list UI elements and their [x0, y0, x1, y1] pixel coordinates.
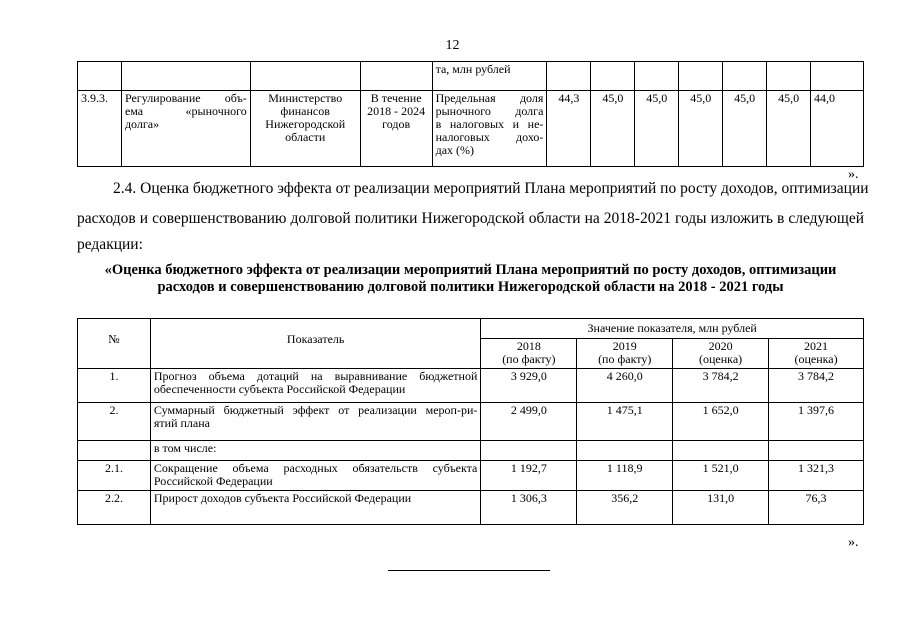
row-number: 2.	[78, 403, 151, 441]
closing-quote: ».	[848, 167, 859, 182]
separator-line	[388, 570, 550, 571]
value-cell: 1 397,6	[769, 403, 864, 441]
section-heading: «Оценка бюджетного эффекта от реализации мероприятий Плана мероприятий по росту доходов, оптимизации расходов и совершенствованию долговой политики Нижегородской области на 2018 - 2021 годы	[104, 262, 837, 295]
table-row	[78, 369, 864, 403]
value-cell: 45,0	[723, 91, 767, 167]
measures-table-fragment	[77, 61, 864, 167]
paragraph-line: 2.4. Оценка бюджетного эффекта от реализации мероприятий Плана мероприятий по росту доходов, оптимизации	[113, 180, 869, 197]
value-cell: 2 499,0	[481, 403, 577, 441]
table-row	[78, 91, 864, 167]
table-row	[78, 403, 864, 441]
value-cell: 3 784,2	[673, 369, 769, 403]
value-cell: 44,3	[547, 91, 591, 167]
row-number: 2.1.	[78, 461, 151, 491]
column-header-year: 2020 (оценка)	[673, 339, 769, 369]
indicator-cell: Предельная доля рыночного долга в налоговых и не- налоговых дохо- дах (%)	[432, 91, 547, 167]
measure-cell: Регулирование объ- ема «рыночного долга»	[121, 91, 250, 167]
value-cell: 1 475,1	[577, 403, 673, 441]
table-header-row	[78, 319, 864, 339]
value-cell: 45,0	[635, 91, 679, 167]
value-cell: 1 192,7	[481, 461, 577, 491]
value-cell: 1 521,0	[673, 461, 769, 491]
responsible-cell: Министерство финансов Нижегородской области	[250, 91, 360, 167]
column-header-value-group: Значение показателя, млн рублей	[481, 319, 864, 339]
value-cell	[481, 441, 577, 461]
row-number: 1.	[78, 369, 151, 403]
paragraph-line: расходов и совершенствованию долговой политики Нижегородской области на 2018-2021 годы изложить в следующей	[77, 210, 864, 227]
column-header-number: №	[78, 319, 151, 369]
value-cell	[769, 441, 864, 461]
value-cell: 45,0	[679, 91, 723, 167]
indicator-cell: Прогноз объема дотаций на выравнивание бюджетной обеспеченности субъекта Российской Федерации	[150, 369, 481, 403]
value-cell: 4 260,0	[577, 369, 673, 403]
indicator-cell: Сокращение объема расходных обязательств субъекта Российской Федерации	[150, 461, 481, 491]
table-row	[78, 62, 864, 91]
value-cell: 3 929,0	[481, 369, 577, 403]
column-header-year: 2021 (оценка)	[769, 339, 864, 369]
row-number: 3.9.3.	[78, 91, 122, 167]
indicator-cell: в том числе:	[150, 441, 481, 461]
indicator-cell: Прирост доходов субъекта Российской Федерации	[150, 491, 481, 525]
table-row	[78, 491, 864, 525]
column-header-year: 2018 (по факту)	[481, 339, 577, 369]
paragraph-line: редакции:	[77, 236, 143, 253]
value-cell	[673, 441, 769, 461]
value-cell: 1 652,0	[673, 403, 769, 441]
value-cell: 3 784,2	[769, 369, 864, 403]
indicator-cell: Суммарный бюджетный эффект от реализации мероп-ри- ятий плана	[150, 403, 481, 441]
term-cell: В течение 2018 - 2024 годов	[360, 91, 432, 167]
value-cell: 76,3	[769, 491, 864, 525]
closing-quote: ».	[848, 535, 859, 550]
table-row	[78, 441, 864, 461]
value-cell: 45,0	[591, 91, 635, 167]
value-cell: 45,0	[767, 91, 811, 167]
page-number: 12	[445, 38, 460, 53]
table-row	[78, 461, 864, 491]
value-cell: 1 118,9	[577, 461, 673, 491]
value-cell	[577, 441, 673, 461]
row-number: 2.2.	[78, 491, 151, 525]
column-header-indicator: Показатель	[150, 319, 481, 369]
column-header-year: 2019 (по факту)	[577, 339, 673, 369]
value-cell: 1 306,3	[481, 491, 577, 525]
value-cell: 131,0	[673, 491, 769, 525]
budget-effect-table	[77, 318, 864, 525]
row-number	[78, 441, 151, 461]
value-cell: 356,2	[577, 491, 673, 525]
indicator-cell: та, млн рублей	[432, 62, 547, 91]
value-cell: 1 321,3	[769, 461, 864, 491]
value-cell: 44,0	[811, 91, 864, 167]
